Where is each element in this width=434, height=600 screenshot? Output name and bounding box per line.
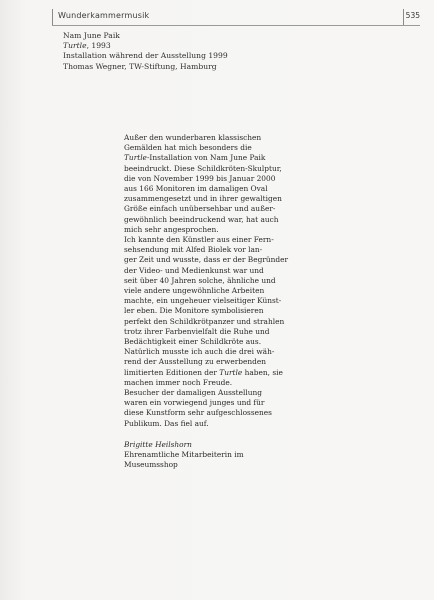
body-line: machen immer noch Freude.: [124, 377, 233, 387]
body-line: Natürlich musste ich auch die drei wäh-: [124, 347, 275, 357]
body-line: ger Zeit und wusste, dass er der Begründer: [124, 255, 289, 265]
body-line: [124, 368, 284, 378]
body-line-part: limitierten Editionen der: [124, 367, 220, 377]
running-head: Wunderkammermusik: [58, 11, 150, 20]
author-role-line: Museumsshop: [124, 460, 178, 470]
body-line: ler eben. Die Monitore symbolisieren: [124, 306, 264, 316]
body-line: Besucher der damaligen Ausstellung: [124, 388, 262, 398]
body-line: [124, 153, 284, 163]
artwork-caption: [63, 31, 228, 72]
body-line: aus 166 Monitoren im damaligen Oval: [124, 184, 268, 194]
body-line: Größe einfach unübersehbar und außer-: [124, 204, 276, 214]
body-line: perfekt den Schildkrötpanzer und strahlen: [124, 316, 285, 326]
body-italic-turtle: Turtle: [124, 153, 147, 163]
body-line: Gemälden hat mich besonders die: [124, 143, 252, 153]
author-signature: [124, 440, 244, 471]
caption-year: , 1993: [86, 41, 111, 51]
body-line: Bedächtigkeit einer Schildkröte aus.: [124, 337, 262, 347]
page-number: 535: [405, 11, 420, 20]
author-name: Brigitte Heilshorn: [124, 440, 192, 449]
body-line: die von November 1999 bis Januar 2000: [124, 173, 276, 183]
body-line: Publikum. Das fiel auf.: [124, 418, 209, 428]
body-italic-turtle: Turtle: [219, 367, 243, 377]
body-line: viele andere ungewöhnliche Arbeiten: [124, 286, 265, 296]
body-line: beeindruckt. Diese Schildkröten-Skulptur,: [124, 163, 282, 173]
body-line: der Video- und Medienkunst war und: [124, 265, 264, 275]
caption-title-line: [63, 41, 228, 51]
header-right-rule: [403, 9, 404, 25]
body-line: zusammengesetzt und in ihrer gewaltigen: [124, 194, 282, 204]
caption-artist: Nam June Paik: [63, 31, 120, 40]
body-line: trotz ihrer Farbenvielfalt die Ruhe und: [124, 326, 270, 336]
body-text: [124, 133, 289, 429]
body-line: sehsendung mit Alfed Biolek vor lan-: [124, 245, 263, 255]
body-line: gewöhnlich beeindruckend war, hat auch: [124, 214, 279, 224]
body-line: machte, ein ungeheuer vielseitiger Künst-: [124, 296, 282, 306]
caption-installation: Installation während der Ausstellung 1999: [63, 51, 228, 61]
caption-title: Turtle: [63, 41, 87, 51]
author-role-line: Ehrenamtliche Mitarbeiterin im: [124, 450, 244, 460]
body-line: diese Kunstform sehr aufgeschlossenes: [124, 408, 272, 418]
body-line: Ich kannte den Künstler aus einer Fern-: [124, 235, 274, 245]
header-left-rule: [52, 9, 53, 25]
caption-location: Thomas Wegner, TW-Stiftung, Hamburg: [63, 61, 217, 71]
page-header: [52, 9, 420, 26]
body-line: seit über 40 Jahren solche, ähnliche und: [124, 275, 276, 285]
body-line-part: -Installation von Nam June Paik: [146, 153, 266, 163]
body-line-part: haben, sie: [242, 367, 283, 377]
body-line: rend der Ausstellung zu erwerbenden: [124, 357, 266, 367]
body-line: mich sehr angesprochen.: [124, 224, 219, 234]
body-line: waren ein vorwiegend junges und für: [124, 398, 265, 408]
body-line: Außer den wunderbaren klassischen: [124, 133, 262, 142]
